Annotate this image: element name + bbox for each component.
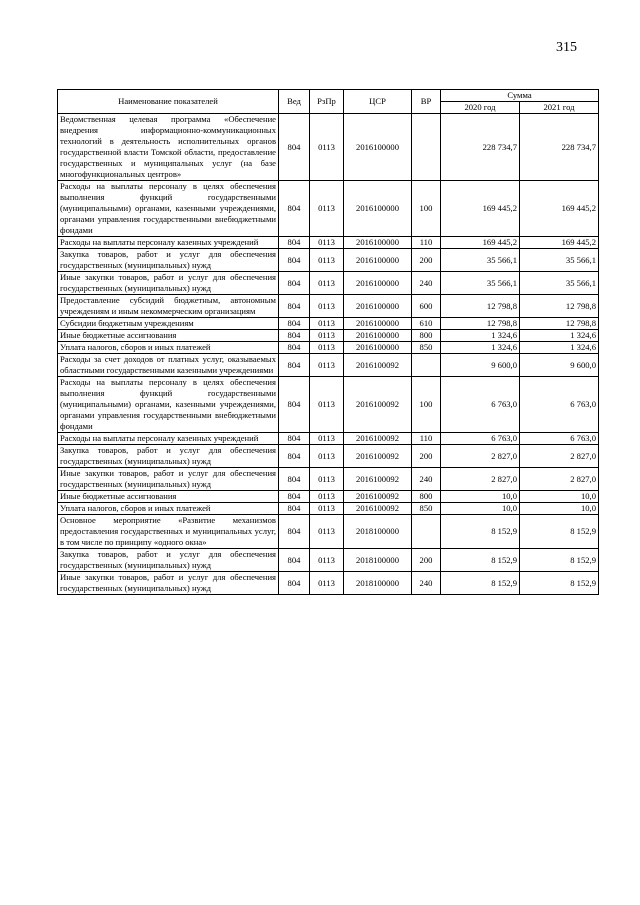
row-rzpr: 0113 (310, 318, 344, 330)
row-csr: 2016100000 (344, 114, 412, 181)
row-name: Иные закупки товаров, работ и услуг для обеспечения государственных (муниципальных) нужд (58, 272, 279, 295)
row-ved: 804 (279, 354, 310, 377)
table-row (58, 330, 599, 342)
row-sum-2020: 12 798,8 (441, 295, 520, 318)
row-sum-2020: 6 763,0 (441, 433, 520, 445)
row-vr (412, 114, 441, 181)
table-row (58, 249, 599, 272)
row-sum-2021: 12 798,8 (520, 318, 599, 330)
row-vr: 100 (412, 377, 441, 433)
row-vr: 110 (412, 237, 441, 249)
table-row (58, 342, 599, 354)
row-ved: 804 (279, 572, 310, 595)
row-sum-2021: 2 827,0 (520, 445, 599, 468)
row-name: Расходы на выплаты персоналу казенных учреждений (58, 433, 279, 445)
header-sum: Сумма (441, 90, 599, 102)
row-rzpr: 0113 (310, 249, 344, 272)
row-ved: 804 (279, 503, 310, 515)
table-row (58, 515, 599, 549)
row-sum-2021: 1 324,6 (520, 342, 599, 354)
row-csr: 2016100000 (344, 330, 412, 342)
row-rzpr: 0113 (310, 272, 344, 295)
row-sum-2020: 6 763,0 (441, 377, 520, 433)
row-sum-2020: 9 600,0 (441, 354, 520, 377)
row-csr: 2016100092 (344, 445, 412, 468)
row-vr: 610 (412, 318, 441, 330)
row-vr (412, 354, 441, 377)
row-sum-2021: 2 827,0 (520, 468, 599, 491)
row-rzpr: 0113 (310, 503, 344, 515)
row-csr: 2016100000 (344, 272, 412, 295)
row-csr: 2016100000 (344, 295, 412, 318)
row-vr: 240 (412, 572, 441, 595)
header-year-2020: 2020 год (441, 102, 520, 114)
table-body (58, 114, 599, 595)
row-rzpr: 0113 (310, 491, 344, 503)
row-sum-2021: 6 763,0 (520, 377, 599, 433)
row-rzpr: 0113 (310, 377, 344, 433)
header-vr: ВР (412, 90, 441, 114)
row-rzpr: 0113 (310, 342, 344, 354)
row-ved: 804 (279, 237, 310, 249)
row-sum-2020: 12 798,8 (441, 318, 520, 330)
row-sum-2021: 10,0 (520, 503, 599, 515)
row-sum-2021: 228 734,7 (520, 114, 599, 181)
row-vr: 240 (412, 272, 441, 295)
row-ved: 804 (279, 295, 310, 318)
row-csr: 2016100000 (344, 318, 412, 330)
table-row (58, 237, 599, 249)
row-name: Иные закупки товаров, работ и услуг для обеспечения государственных (муниципальных) нужд (58, 468, 279, 491)
row-sum-2021: 35 566,1 (520, 249, 599, 272)
row-ved: 804 (279, 549, 310, 572)
row-vr: 850 (412, 503, 441, 515)
row-sum-2021: 8 152,9 (520, 515, 599, 549)
row-sum-2021: 8 152,9 (520, 549, 599, 572)
row-sum-2021: 12 798,8 (520, 295, 599, 318)
row-rzpr: 0113 (310, 572, 344, 595)
row-csr: 2016100000 (344, 342, 412, 354)
row-rzpr: 0113 (310, 515, 344, 549)
row-vr: 600 (412, 295, 441, 318)
row-name: Закупка товаров, работ и услуг для обеспечения государственных (муниципальных) нужд (58, 549, 279, 572)
row-ved: 804 (279, 433, 310, 445)
row-sum-2020: 35 566,1 (441, 249, 520, 272)
table-row (58, 114, 599, 181)
row-vr: 200 (412, 549, 441, 572)
row-name: Иные бюджетные ассигнования (58, 330, 279, 342)
row-sum-2021: 169 445,2 (520, 237, 599, 249)
row-sum-2021: 9 600,0 (520, 354, 599, 377)
row-csr: 2018100000 (344, 549, 412, 572)
row-vr (412, 515, 441, 549)
row-csr: 2016100092 (344, 354, 412, 377)
row-name: Закупка товаров, работ и услуг для обеспечения государственных (муниципальных) нужд (58, 249, 279, 272)
row-sum-2020: 228 734,7 (441, 114, 520, 181)
header-rzpr: РзПр (310, 90, 344, 114)
row-rzpr: 0113 (310, 445, 344, 468)
row-vr: 800 (412, 330, 441, 342)
row-sum-2020: 1 324,6 (441, 330, 520, 342)
row-sum-2020: 2 827,0 (441, 468, 520, 491)
row-csr: 2018100000 (344, 515, 412, 549)
row-ved: 804 (279, 318, 310, 330)
row-rzpr: 0113 (310, 237, 344, 249)
row-rzpr: 0113 (310, 181, 344, 237)
row-csr: 2016100092 (344, 468, 412, 491)
row-sum-2021: 6 763,0 (520, 433, 599, 445)
table-row (58, 318, 599, 330)
row-csr: 2016100000 (344, 237, 412, 249)
row-vr: 110 (412, 433, 441, 445)
row-ved: 804 (279, 491, 310, 503)
row-ved: 804 (279, 330, 310, 342)
row-rzpr: 0113 (310, 549, 344, 572)
header-ved: Вед (279, 90, 310, 114)
header-csr: ЦСР (344, 90, 412, 114)
table-header (58, 90, 599, 114)
row-sum-2020: 8 152,9 (441, 515, 520, 549)
row-rzpr: 0113 (310, 433, 344, 445)
row-vr: 100 (412, 181, 441, 237)
row-vr: 800 (412, 491, 441, 503)
row-vr: 200 (412, 445, 441, 468)
table-row (58, 272, 599, 295)
row-name: Ведомственная целевая программа «Обеспечение внедрения информационно-коммуникационных технологий в деятельность исполнительных органов государственной власти Томской области, предоставление государственных и муниципальных услуг (на базе многофункциональных центров» (58, 114, 279, 181)
row-name: Расходы за счет доходов от платных услуг, оказываемых областными государственными казенными учреждениями (58, 354, 279, 377)
table-row (58, 181, 599, 237)
row-ved: 804 (279, 181, 310, 237)
table-row (58, 503, 599, 515)
row-name: Расходы на выплаты персоналу в целях обеспечения выполнения функций государственными (муниципальными) органами, казенными учреждениями, органами управления государственными внебюджетными фондами (58, 181, 279, 237)
row-sum-2021: 1 324,6 (520, 330, 599, 342)
row-vr: 200 (412, 249, 441, 272)
table-row (58, 354, 599, 377)
row-name: Закупка товаров, работ и услуг для обеспечения государственных (муниципальных) нужд (58, 445, 279, 468)
row-rzpr: 0113 (310, 330, 344, 342)
row-ved: 804 (279, 377, 310, 433)
row-sum-2021: 35 566,1 (520, 272, 599, 295)
budget-table (57, 89, 599, 595)
row-sum-2020: 2 827,0 (441, 445, 520, 468)
table-row (58, 295, 599, 318)
row-ved: 804 (279, 249, 310, 272)
header-year-2021: 2021 год (520, 102, 599, 114)
table-row (58, 572, 599, 595)
row-ved: 804 (279, 445, 310, 468)
row-ved: 804 (279, 342, 310, 354)
row-sum-2021: 8 152,9 (520, 572, 599, 595)
row-rzpr: 0113 (310, 354, 344, 377)
row-csr: 2016100092 (344, 503, 412, 515)
row-name: Расходы на выплаты персоналу в целях обеспечения выполнения функций государственными (муниципальными) органами, казенными учреждениями, органами управления государственными внебюджетными фондами (58, 377, 279, 433)
row-name: Уплата налогов, сборов и иных платежей (58, 342, 279, 354)
row-csr: 2016100000 (344, 249, 412, 272)
row-ved: 804 (279, 272, 310, 295)
row-name: Предоставление субсидий бюджетным, автономным учреждениям и иным некоммерческим организациям (58, 295, 279, 318)
table-row (58, 377, 599, 433)
row-csr: 2016100000 (344, 181, 412, 237)
row-ved: 804 (279, 515, 310, 549)
row-sum-2020: 1 324,6 (441, 342, 520, 354)
row-rzpr: 0113 (310, 295, 344, 318)
table-row (58, 468, 599, 491)
row-ved: 804 (279, 468, 310, 491)
row-csr: 2018100000 (344, 572, 412, 595)
row-sum-2020: 35 566,1 (441, 272, 520, 295)
row-name: Субсидии бюджетным учреждениям (58, 318, 279, 330)
row-vr: 850 (412, 342, 441, 354)
row-sum-2020: 169 445,2 (441, 181, 520, 237)
row-name: Уплата налогов, сборов и иных платежей (58, 503, 279, 515)
table-row (58, 491, 599, 503)
row-sum-2020: 10,0 (441, 503, 520, 515)
row-ved: 804 (279, 114, 310, 181)
table-row (58, 445, 599, 468)
row-name: Основное мероприятие «Развитие механизмов предоставления государственных и муниципальных услуг, в том числе по принципу «одного окна» (58, 515, 279, 549)
row-name: Иные бюджетные ассигнования (58, 491, 279, 503)
row-csr: 2016100092 (344, 377, 412, 433)
table-row (58, 433, 599, 445)
row-sum-2020: 10,0 (441, 491, 520, 503)
header-name: Наименование показателей (58, 90, 279, 114)
row-csr: 2016100092 (344, 491, 412, 503)
row-rzpr: 0113 (310, 114, 344, 181)
row-csr: 2016100092 (344, 433, 412, 445)
page-number: 315 (556, 40, 577, 55)
row-sum-2020: 169 445,2 (441, 237, 520, 249)
row-rzpr: 0113 (310, 468, 344, 491)
row-sum-2021: 169 445,2 (520, 181, 599, 237)
row-name: Расходы на выплаты персоналу казенных учреждений (58, 237, 279, 249)
row-sum-2020: 8 152,9 (441, 572, 520, 595)
table-row (58, 549, 599, 572)
row-name: Иные закупки товаров, работ и услуг для обеспечения государственных (муниципальных) нужд (58, 572, 279, 595)
row-sum-2020: 8 152,9 (441, 549, 520, 572)
row-sum-2021: 10,0 (520, 491, 599, 503)
row-vr: 240 (412, 468, 441, 491)
